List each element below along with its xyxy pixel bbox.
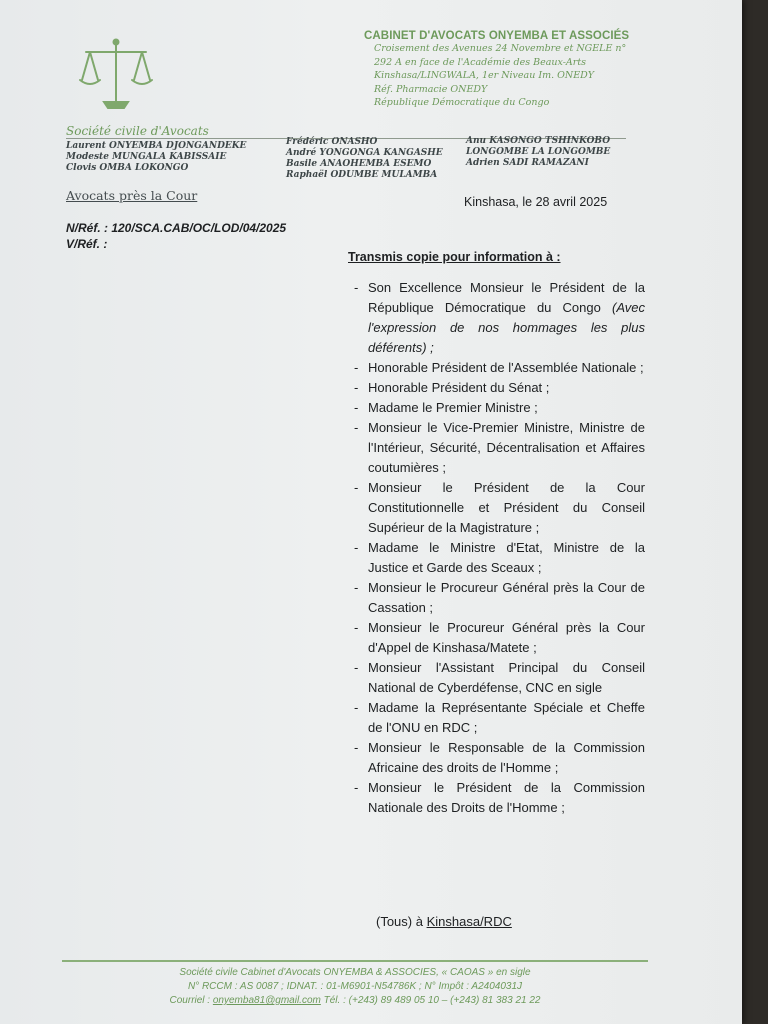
recipient-name: Monsieur le Président de la Commission Nationale des Droits de l'Homme ; [368, 780, 645, 815]
dash-marker: - [354, 480, 359, 495]
lawyers-column-1 [66, 141, 246, 174]
address-line: 292 A en face de l'Académie des Beaux-Arts [374, 56, 587, 68]
societe-label: Société civile d'Avocats [66, 124, 209, 138]
transmis-heading: Transmis copie pour information à : [348, 250, 561, 264]
lawyer-name: Adrien SADI RAMAZANI [466, 158, 589, 168]
dash-marker: - [354, 380, 359, 395]
list-item [354, 478, 645, 538]
recipient-name: Monsieur le Procureur Général près la Cour d'Appel de Kinshasa/Matete ; [368, 620, 645, 655]
tous-location: Kinshasa/RDC [426, 914, 512, 929]
dash-marker: - [354, 620, 359, 635]
firm-header [364, 30, 664, 110]
dash-marker: - [354, 660, 359, 675]
lawyer-name: Modeste MUNGALA KABISSAIE [66, 152, 227, 162]
letter-footer [62, 966, 648, 1008]
references [66, 220, 286, 252]
email-link[interactable]: onyemba81@gmail.com [212, 995, 321, 1006]
list-item [354, 378, 645, 398]
recipient-note: (Avec l'expression de nos hommages les plus déférents) ; [368, 300, 645, 355]
recipients-list [354, 278, 645, 818]
lawyers-column-3 [466, 136, 610, 169]
lawyers-column-2 [286, 137, 443, 181]
list-item [354, 538, 645, 578]
address-line: Croisement des Avenues 24 Novembre et NGELE n° [374, 43, 627, 54]
recipient-name: Monsieur le Procureur Général près la Cour de Cassation ; [368, 580, 645, 615]
recipient-name: Monsieur le Président de la Cour Constitutionnelle et Président du Conseil Supérieur de la Magistrature ; [368, 480, 645, 535]
scales-of-justice-icon [76, 36, 156, 116]
recipient-name: Son Excellence Monsieur le Président de la République Démocratique du Congo [368, 280, 645, 315]
lawyer-name: Laurent ONYEMBA DJONGANDEKE [66, 141, 247, 151]
recipient-name: Monsieur l'Assistant Principal du Conseil National de Cyberdéfense, CNC en sigle [368, 660, 645, 695]
footer-contact [62, 994, 648, 1008]
tous-line [376, 914, 512, 929]
dash-marker: - [354, 420, 359, 435]
list-item [354, 738, 645, 778]
list-item [354, 698, 645, 738]
firm-address [364, 42, 664, 110]
dash-marker: - [354, 700, 359, 715]
lawyer-name: Raphaël ODUMBE MULAMBA [286, 170, 438, 180]
list-item [354, 398, 645, 418]
address-line: Réf. Pharmacie ONEDY [374, 83, 488, 95]
letter-date: Kinshasa, le 28 avril 2025 [464, 195, 608, 209]
dash-marker: - [354, 540, 359, 555]
list-item [354, 658, 645, 698]
recipient-name: Madame le Premier Ministre ; [368, 400, 538, 415]
footer-line: Société civile Cabinet d'Avocats ONYEMBA & ASSOCIES, « CAOAS » en sigle [179, 967, 531, 978]
dash-marker: - [354, 580, 359, 595]
list-item [354, 358, 645, 378]
dash-marker: - [354, 360, 359, 375]
recipient-name: Madame la Représentante Spéciale et Cheffe de l'ONU en RDC ; [368, 700, 645, 735]
recipient-name: Honorable Président de l'Assemblée Nationale ; [368, 360, 644, 375]
lawyer-name: Clovis OMBA LOKONGO [66, 163, 189, 173]
recipient-name: Monsieur le Responsable de la Commission Africaine des droits de l'Homme ; [368, 740, 645, 775]
list-item [354, 418, 645, 478]
your-reference: V/Réf. : [66, 237, 108, 251]
recipient-text [368, 278, 645, 358]
recipient-name: Honorable Président du Sénat ; [368, 380, 550, 395]
list-item [354, 578, 645, 618]
lawyer-name: LONGOMBE LA LONGOMBE [466, 147, 611, 157]
footer-line: N° RCCM : AS 0087 ; IDNAT. : 01-M6901-N54786K ; N° Impôt : A2404031J [187, 981, 523, 992]
dash-marker: - [354, 400, 359, 415]
lawyer-name: Basile ANAOHEMBA ESEMO [286, 159, 432, 169]
list-item [354, 618, 645, 658]
address-line: Kinshasa/LINGWALA, 1er Niveau Im. ONEDY [374, 70, 595, 81]
lawyer-name: Anu KASONGO TSHINKOBO [466, 136, 611, 146]
list-item [354, 278, 645, 358]
recipient-name: Monsieur le Vice-Premier Ministre, Ministre de l'Intérieur, Sécurité, Décentralisation et Affaires coutumières ; [368, 420, 645, 475]
our-reference: N/Réf. : 120/SCA.CAB/OC/LOD/04/2025 [66, 221, 287, 235]
footer-divider [62, 960, 648, 962]
phone-numbers: Tél. : (+243) 89 489 05 10 – (+243) 81 383 21 22 [323, 995, 541, 1006]
address-line: République Démocratique du Congo [374, 97, 550, 108]
lawyer-name: Frédéric ONASHO [286, 137, 378, 147]
avocats-label: Avocats près la Cour [66, 188, 198, 203]
email-label: Courriel : [169, 995, 211, 1006]
lawyer-name: André YONGONGA KANGASHE [286, 148, 443, 158]
firm-name: CABINET D'AVOCATS ONYEMBA ET ASSOCIÉS [364, 30, 630, 42]
recipient-name: Madame le Ministre d'Etat, Ministre de la Justice et Garde des Sceaux ; [368, 540, 645, 575]
list-item [354, 778, 645, 818]
tous-prefix: (Tous) à [376, 914, 423, 929]
dash-marker: - [354, 740, 359, 755]
dash-marker: - [354, 280, 359, 295]
dash-marker: - [354, 780, 359, 795]
